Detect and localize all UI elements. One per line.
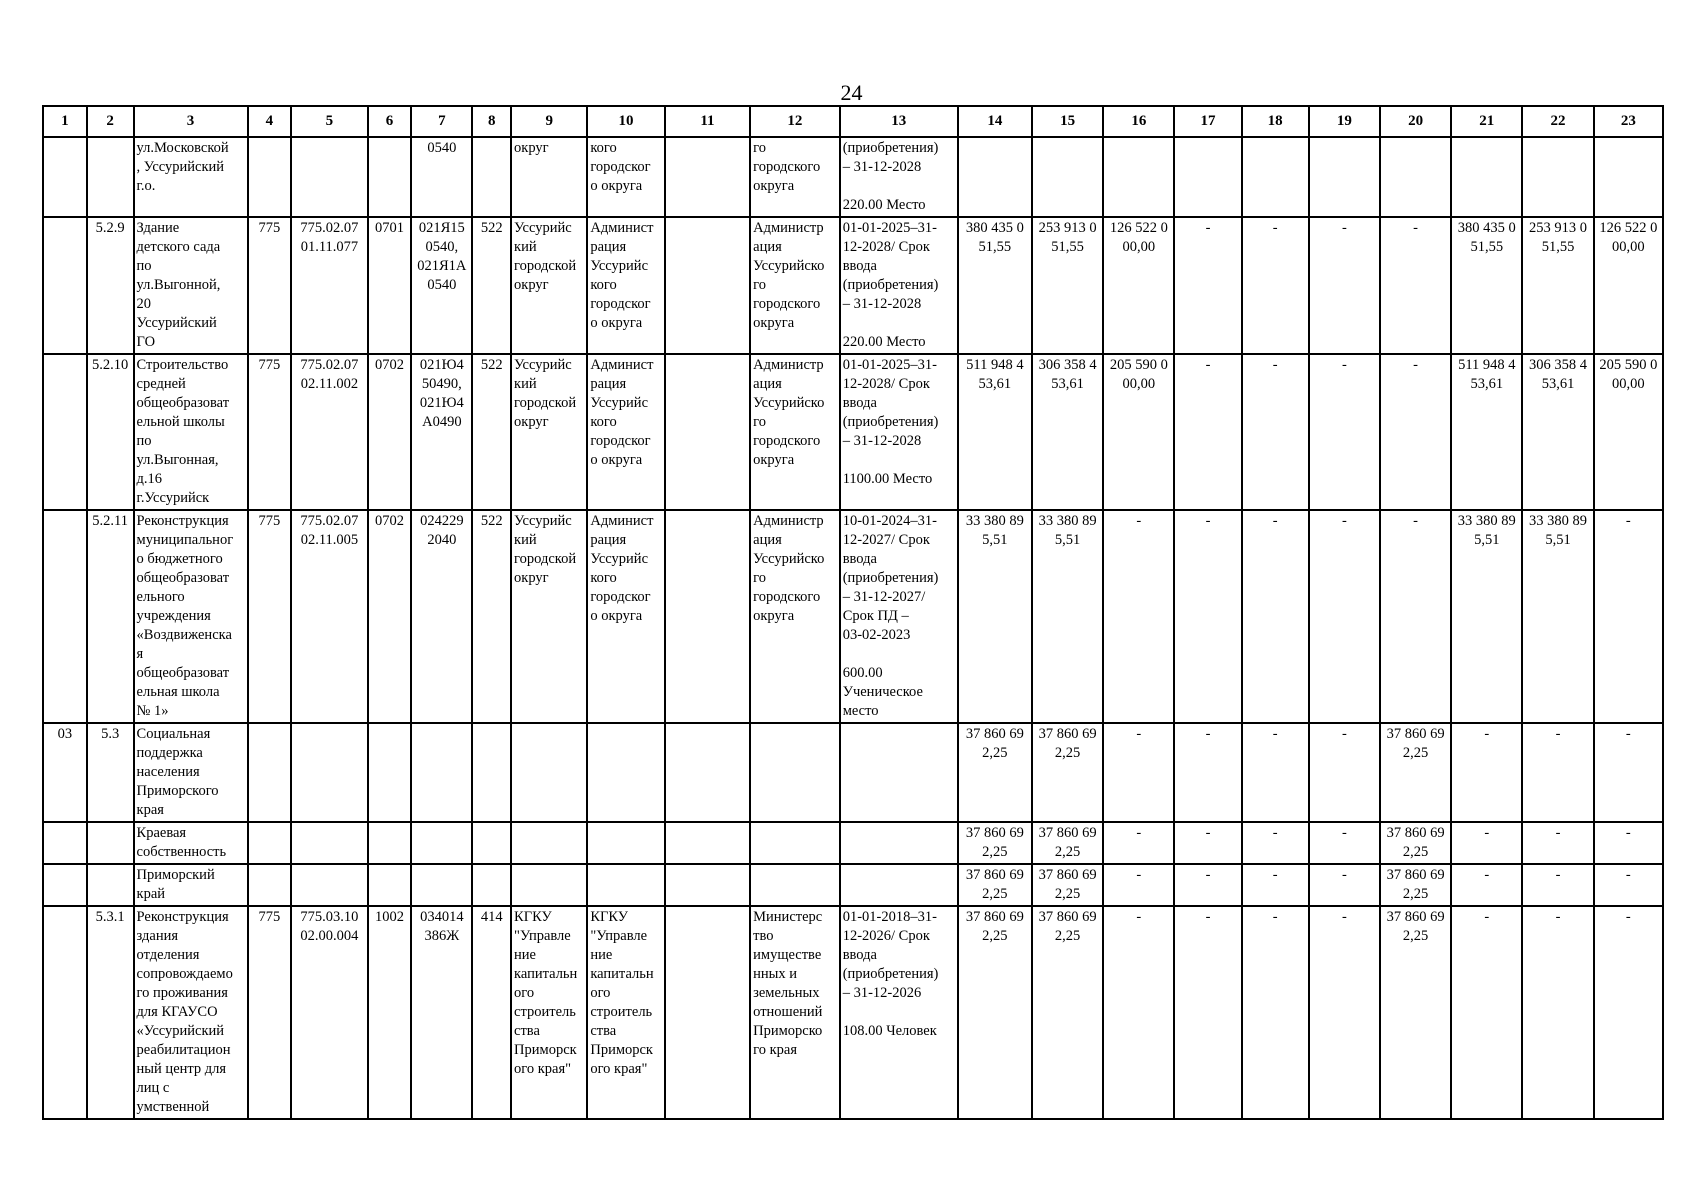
table-row [43, 723, 1663, 822]
cell-col-9: Уссурийс кий городской округ [511, 354, 587, 510]
cell-col-4: 775 [248, 217, 292, 354]
cell-col-5: 775.02.07 01.11.077 [291, 217, 367, 354]
cell-col-7 [411, 822, 472, 864]
cell-col-6 [368, 822, 412, 864]
cell-col-6 [368, 137, 412, 217]
cell-col-17 [1174, 137, 1241, 217]
cell-col-22: 306 358 4 53,61 [1522, 354, 1593, 510]
cell-col-8: 414 [472, 906, 511, 1119]
cell-col-23: - [1594, 822, 1663, 864]
cell-col-12 [750, 864, 840, 906]
cell-col-16: - [1103, 723, 1174, 822]
cell-col-19: - [1309, 723, 1380, 822]
cell-col-8 [472, 137, 511, 217]
column-header-11: 11 [665, 106, 750, 137]
cell-col-22: - [1522, 906, 1593, 1119]
cell-col-19 [1309, 137, 1380, 217]
cell-col-4 [248, 822, 292, 864]
column-header-23: 23 [1594, 106, 1663, 137]
cell-col-11 [665, 822, 750, 864]
cell-col-18: - [1242, 723, 1309, 822]
cell-col-20: - [1380, 217, 1451, 354]
column-header-13: 13 [840, 106, 958, 137]
cell-col-1 [43, 822, 87, 864]
cell-col-17: - [1174, 723, 1241, 822]
cell-col-21: - [1451, 864, 1522, 906]
budget-table [42, 105, 1664, 1120]
cell-col-14: 380 435 0 51,55 [958, 217, 1032, 354]
cell-col-8 [472, 822, 511, 864]
cell-col-18: - [1242, 864, 1309, 906]
cell-col-20: 37 860 69 2,25 [1380, 906, 1451, 1119]
cell-col-19: - [1309, 354, 1380, 510]
cell-col-3: Краевая собственность [134, 822, 248, 864]
cell-col-2 [87, 137, 134, 217]
cell-col-17: - [1174, 510, 1241, 723]
cell-col-11 [665, 137, 750, 217]
cell-col-9 [511, 723, 587, 822]
cell-col-9: округ [511, 137, 587, 217]
cell-col-15: 37 860 69 2,25 [1032, 864, 1103, 906]
column-header-4: 4 [248, 106, 292, 137]
table-row [43, 822, 1663, 864]
cell-col-14 [958, 137, 1032, 217]
column-header-12: 12 [750, 106, 840, 137]
cell-col-4 [248, 723, 292, 822]
cell-col-3: Приморский край [134, 864, 248, 906]
cell-col-8: 522 [472, 217, 511, 354]
cell-col-21 [1451, 137, 1522, 217]
cell-col-7: 021Я15 0540, 021Я1А 0540 [411, 217, 472, 354]
cell-col-5 [291, 137, 367, 217]
cell-col-12: Администр ация Уссурийско го городского округа [750, 354, 840, 510]
cell-col-3: Здание детского сада по ул.Выгонной, 20 Уссурийский ГО [134, 217, 248, 354]
cell-col-8 [472, 864, 511, 906]
cell-col-15: 37 860 69 2,25 [1032, 906, 1103, 1119]
cell-col-17: - [1174, 822, 1241, 864]
cell-col-18: - [1242, 354, 1309, 510]
table-row [43, 906, 1663, 1119]
cell-col-18 [1242, 137, 1309, 217]
cell-col-10 [587, 864, 664, 906]
cell-col-10: Админист рация Уссурийс кого городског о округа [587, 510, 664, 723]
page-number: 24 [840, 80, 863, 105]
cell-col-6 [368, 723, 412, 822]
column-header-8: 8 [472, 106, 511, 137]
cell-col-7: 034014 386Ж [411, 906, 472, 1119]
cell-col-16: 205 590 0 00,00 [1103, 354, 1174, 510]
cell-col-14: 37 860 69 2,25 [958, 822, 1032, 864]
cell-col-11 [665, 510, 750, 723]
header-row [43, 106, 1663, 137]
cell-col-21: - [1451, 723, 1522, 822]
cell-col-16 [1103, 137, 1174, 217]
cell-col-6 [368, 864, 412, 906]
cell-col-3: Реконструкция здания отделения сопровождаемо го проживания для КГАУСО «Уссурийский реабилитацион ный центр для лиц с умственной [134, 906, 248, 1119]
table-row [43, 354, 1663, 510]
cell-col-10 [587, 723, 664, 822]
cell-col-11 [665, 217, 750, 354]
cell-col-9: Уссурийс кий городской округ [511, 510, 587, 723]
cell-col-16: - [1103, 864, 1174, 906]
column-header-14: 14 [958, 106, 1032, 137]
cell-col-8: 522 [472, 510, 511, 723]
cell-col-1 [43, 217, 87, 354]
cell-col-22: - [1522, 864, 1593, 906]
cell-col-18: - [1242, 217, 1309, 354]
cell-col-11 [665, 723, 750, 822]
cell-col-3: Строительство средней общеобразоват ельной школы по ул.Выгонная, д.16 г.Уссурийск [134, 354, 248, 510]
cell-col-2: 5.3 [87, 723, 134, 822]
cell-col-4 [248, 137, 292, 217]
cell-col-15 [1032, 137, 1103, 217]
cell-col-11 [665, 906, 750, 1119]
cell-col-6: 1002 [368, 906, 412, 1119]
cell-col-1 [43, 510, 87, 723]
cell-col-15: 306 358 4 53,61 [1032, 354, 1103, 510]
cell-col-10: Админист рация Уссурийс кого городског о округа [587, 217, 664, 354]
cell-col-11 [665, 864, 750, 906]
cell-col-17: - [1174, 864, 1241, 906]
cell-col-5 [291, 822, 367, 864]
cell-col-17: - [1174, 354, 1241, 510]
table-row [43, 217, 1663, 354]
column-header-3: 3 [134, 106, 248, 137]
cell-col-9: Уссурийс кий городской округ [511, 217, 587, 354]
cell-col-23: - [1594, 906, 1663, 1119]
cell-col-3: Реконструкция муниципальног о бюджетного общеобразоват ельного учреждения «Воздвиженска я общеобразоват ельная школа № 1» [134, 510, 248, 723]
cell-col-15: 253 913 0 51,55 [1032, 217, 1103, 354]
cell-col-18: - [1242, 906, 1309, 1119]
cell-col-20 [1380, 137, 1451, 217]
cell-col-12: Министерс тво имуществе нных и земельных отношений Приморско го края [750, 906, 840, 1119]
column-header-19: 19 [1309, 106, 1380, 137]
cell-col-20: - [1380, 354, 1451, 510]
cell-col-9: КГКУ "Управле ние капитальн ого строитель ства Приморск ого края" [511, 906, 587, 1119]
cell-col-10: Админист рация Уссурийс кого городског о округа [587, 354, 664, 510]
cell-col-22: 33 380 89 5,51 [1522, 510, 1593, 723]
cell-col-13 [840, 723, 958, 822]
cell-col-17: - [1174, 217, 1241, 354]
cell-col-19: - [1309, 906, 1380, 1119]
table-body [43, 137, 1663, 1119]
table-row [43, 137, 1663, 217]
cell-col-16: - [1103, 822, 1174, 864]
cell-col-3: ул.Московской , Уссурийский г.о. [134, 137, 248, 217]
cell-col-5: 775.02.07 02.11.002 [291, 354, 367, 510]
cell-col-1 [43, 354, 87, 510]
table-row [43, 864, 1663, 906]
column-header-6: 6 [368, 106, 412, 137]
cell-col-9 [511, 822, 587, 864]
cell-col-23 [1594, 137, 1663, 217]
cell-col-19: - [1309, 864, 1380, 906]
cell-col-21: 511 948 4 53,61 [1451, 354, 1522, 510]
cell-col-18: - [1242, 510, 1309, 723]
cell-col-21: 380 435 0 51,55 [1451, 217, 1522, 354]
cell-col-13 [840, 864, 958, 906]
cell-col-1: 03 [43, 723, 87, 822]
cell-col-8: 522 [472, 354, 511, 510]
cell-col-20: 37 860 69 2,25 [1380, 723, 1451, 822]
cell-col-2: 5.2.11 [87, 510, 134, 723]
cell-col-20: 37 860 69 2,25 [1380, 822, 1451, 864]
cell-col-6: 0701 [368, 217, 412, 354]
cell-col-6: 0702 [368, 354, 412, 510]
cell-col-4: 775 [248, 906, 292, 1119]
cell-col-9 [511, 864, 587, 906]
cell-col-1 [43, 864, 87, 906]
cell-col-7 [411, 723, 472, 822]
cell-col-17: - [1174, 906, 1241, 1119]
cell-col-23: - [1594, 723, 1663, 822]
cell-col-12: го городского округа [750, 137, 840, 217]
cell-col-2: 5.2.10 [87, 354, 134, 510]
cell-col-1 [43, 137, 87, 217]
cell-col-12 [750, 822, 840, 864]
cell-col-2: 5.3.1 [87, 906, 134, 1119]
cell-col-21: - [1451, 906, 1522, 1119]
cell-col-1 [43, 906, 87, 1119]
column-header-18: 18 [1242, 106, 1309, 137]
cell-col-15: 33 380 89 5,51 [1032, 510, 1103, 723]
cell-col-21: - [1451, 822, 1522, 864]
cell-col-7: 021Ю4 50490, 021Ю4 А0490 [411, 354, 472, 510]
column-header-5: 5 [291, 106, 367, 137]
cell-col-16: - [1103, 510, 1174, 723]
column-header-10: 10 [587, 106, 664, 137]
cell-col-7: 024229 2040 [411, 510, 472, 723]
cell-col-10: КГКУ "Управле ние капитальн ого строитель ства Приморск ого края" [587, 906, 664, 1119]
cell-col-15: 37 860 69 2,25 [1032, 723, 1103, 822]
cell-col-22 [1522, 137, 1593, 217]
cell-col-5: 775.03.10 02.00.004 [291, 906, 367, 1119]
cell-col-5 [291, 864, 367, 906]
cell-col-11 [665, 354, 750, 510]
cell-col-13: 10-01-2024–31- 12-2027/ Срок ввода (приобретения) – 31-12-2027/ Срок ПД – 03-02-2023 600.00 Ученическое место [840, 510, 958, 723]
cell-col-12: Администр ация Уссурийско го городского округа [750, 217, 840, 354]
column-header-16: 16 [1103, 106, 1174, 137]
cell-col-12 [750, 723, 840, 822]
cell-col-14: 511 948 4 53,61 [958, 354, 1032, 510]
cell-col-14: 37 860 69 2,25 [958, 723, 1032, 822]
cell-col-13: 01-01-2025–31- 12-2028/ Срок ввода (приобретения) – 31-12-2028 220.00 Место [840, 217, 958, 354]
cell-col-4: 775 [248, 354, 292, 510]
cell-col-16: - [1103, 906, 1174, 1119]
cell-col-16: 126 522 0 00,00 [1103, 217, 1174, 354]
column-header-15: 15 [1032, 106, 1103, 137]
cell-col-14: 37 860 69 2,25 [958, 906, 1032, 1119]
cell-col-13: 01-01-2018–31- 12-2026/ Срок ввода (приобретения) – 31-12-2026 108.00 Человек [840, 906, 958, 1119]
cell-col-10 [587, 822, 664, 864]
cell-col-14: 33 380 89 5,51 [958, 510, 1032, 723]
cell-col-22: - [1522, 822, 1593, 864]
table-row [43, 510, 1663, 723]
cell-col-21: 33 380 89 5,51 [1451, 510, 1522, 723]
cell-col-23: - [1594, 510, 1663, 723]
cell-col-19: - [1309, 822, 1380, 864]
cell-col-2 [87, 822, 134, 864]
column-header-21: 21 [1451, 106, 1522, 137]
column-header-2: 2 [87, 106, 134, 137]
cell-col-19: - [1309, 510, 1380, 723]
cell-col-15: 37 860 69 2,25 [1032, 822, 1103, 864]
cell-col-12: Администр ация Уссурийско го городского округа [750, 510, 840, 723]
cell-col-2: 5.2.9 [87, 217, 134, 354]
cell-col-22: - [1522, 723, 1593, 822]
cell-col-22: 253 913 0 51,55 [1522, 217, 1593, 354]
cell-col-23: - [1594, 864, 1663, 906]
cell-col-4: 775 [248, 510, 292, 723]
column-header-9: 9 [511, 106, 587, 137]
cell-col-4 [248, 864, 292, 906]
cell-col-23: 126 522 0 00,00 [1594, 217, 1663, 354]
cell-col-3: Социальная поддержка населения Приморского края [134, 723, 248, 822]
column-header-17: 17 [1174, 106, 1241, 137]
cell-col-5 [291, 723, 367, 822]
column-header-7: 7 [411, 106, 472, 137]
cell-col-19: - [1309, 217, 1380, 354]
cell-col-13: (приобретения) – 31-12-2028 220.00 Место [840, 137, 958, 217]
cell-col-20: 37 860 69 2,25 [1380, 864, 1451, 906]
column-header-22: 22 [1522, 106, 1593, 137]
cell-col-7 [411, 864, 472, 906]
cell-col-6: 0702 [368, 510, 412, 723]
cell-col-8 [472, 723, 511, 822]
cell-col-13: 01-01-2025–31- 12-2028/ Срок ввода (приобретения) – 31-12-2028 1100.00 Место [840, 354, 958, 510]
column-header-1: 1 [43, 106, 87, 137]
cell-col-5: 775.02.07 02.11.005 [291, 510, 367, 723]
cell-col-10: кого городског о округа [587, 137, 664, 217]
cell-col-2 [87, 864, 134, 906]
cell-col-18: - [1242, 822, 1309, 864]
cell-col-20: - [1380, 510, 1451, 723]
column-header-20: 20 [1380, 106, 1451, 137]
cell-col-7: 0540 [411, 137, 472, 217]
cell-col-14: 37 860 69 2,25 [958, 864, 1032, 906]
cell-col-13 [840, 822, 958, 864]
cell-col-23: 205 590 0 00,00 [1594, 354, 1663, 510]
